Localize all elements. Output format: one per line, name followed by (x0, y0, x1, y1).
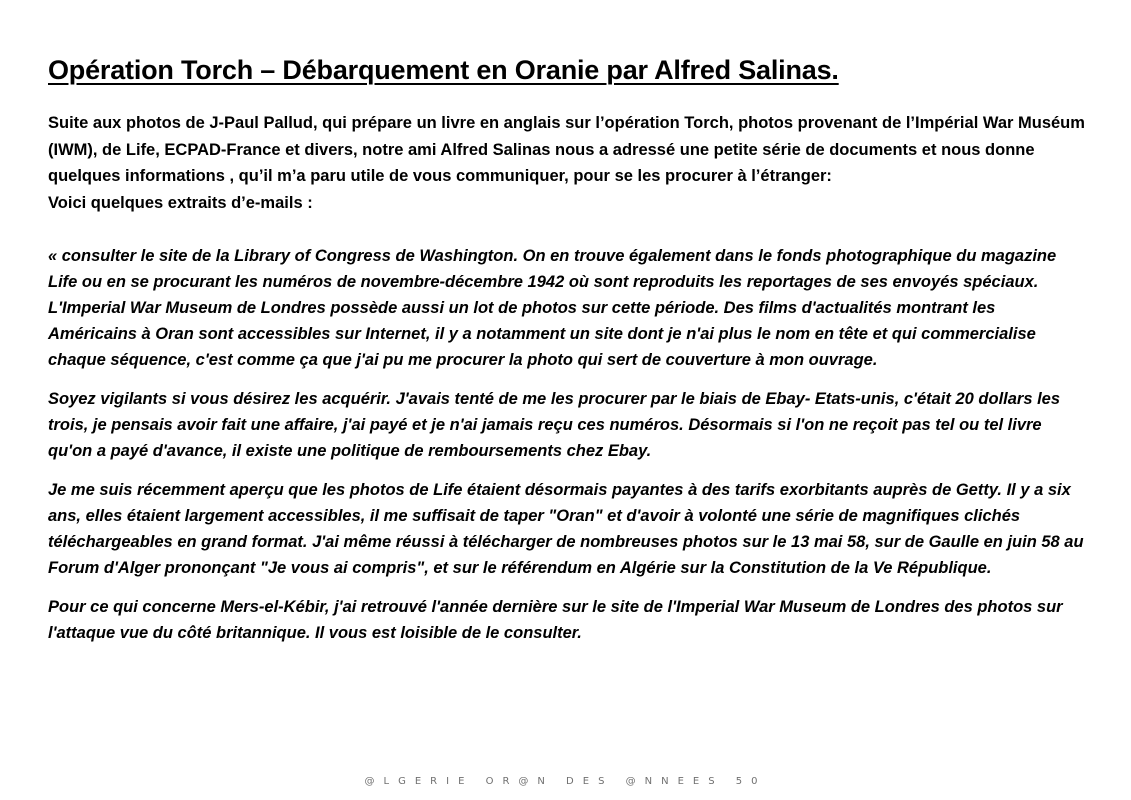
document-title: Opération Torch – Débarquement en Oranie par Alfred Salinas. (48, 55, 839, 85)
intro-paragraph (48, 110, 1088, 216)
intro-extracts-line: Voici quelques extraits d’e-mails : (48, 193, 313, 212)
footer-watermark: @LGERIE OR@N DES @NNEES 50 (364, 776, 767, 787)
intro-text: Suite aux photos de J-Paul Pallud, qui prépare un livre en anglais sur l’opération Torch, photos provenant de l’Impérial War Muséum (IWM), de Life, ECPAD-France et divers, notre ami Alfred Salinas nous a adressé une petite série de documents et nous donne quelques informations , qu’il m’a paru utile de vous communiquer, pour se les procurer à l’étranger: (48, 114, 1085, 185)
quote-paragraph-3: Je me suis récemment aperçu que les photos de Life étaient désormais payantes à des tarifs exorbitants auprès de Getty. Il y a six ans, elles étaient largement accessibles, il me suffisait de taper "Oran" et d'avoir à volonté une série de magnifiques clichés téléchargeables en grand format. J'ai même réussi à télécharger de nombreuses photos sur le 13 mai 58, sur de Gaulle en juin 58 au Forum d'Alger prononçant "Je vous ai compris", et sur le référendum en Algérie sur la Constitution de la Ve République. (48, 481, 1084, 577)
quote-paragraph-4: Pour ce qui concerne Mers-el-Kébir, j'ai retrouvé l'année dernière sur le site de l'Imperial War Museum de Londres des photos sur l'attaque vue du côté britannique. Il vous est loisible de le consulter. (48, 598, 1063, 642)
quote-paragraph-1: « consulter le site de la Library of Congress de Washington. On en trouve également dans le fonds photographique du magazine Life ou en se procurant les numéros de novembre-décembre 1942 où sont reproduits les reportages de ses envoyés spéciaux. L'Imperial War Museum de Londres possède aussi un lot de photos sur cette période. Des films d'actualités montrant les Américains à Oran sont accessibles sur Internet, il y a notamment un site dont je n'ai plus le nom en tête et qui commercialise chaque séquence, c'est comme ça que j'ai pu me procurer la photo qui sert de couverture à mon ouvrage. (48, 247, 1057, 369)
document-page (48, 52, 1088, 646)
quote-paragraph-2: Soyez vigilants si vous désirez les acquérir. J'avais tenté de me les procurer par le biais de Ebay- Etats-unis, c'était 20 dollars les trois, je pensais avoir fait une affaire, j'ai payé et je n'ai jamais reçu ces numéros. Désormais si l'on ne reçoit pas tel ou tel livre qu'on a payé d'avance, il existe une politique de remboursements chez Ebay. (48, 390, 1061, 460)
